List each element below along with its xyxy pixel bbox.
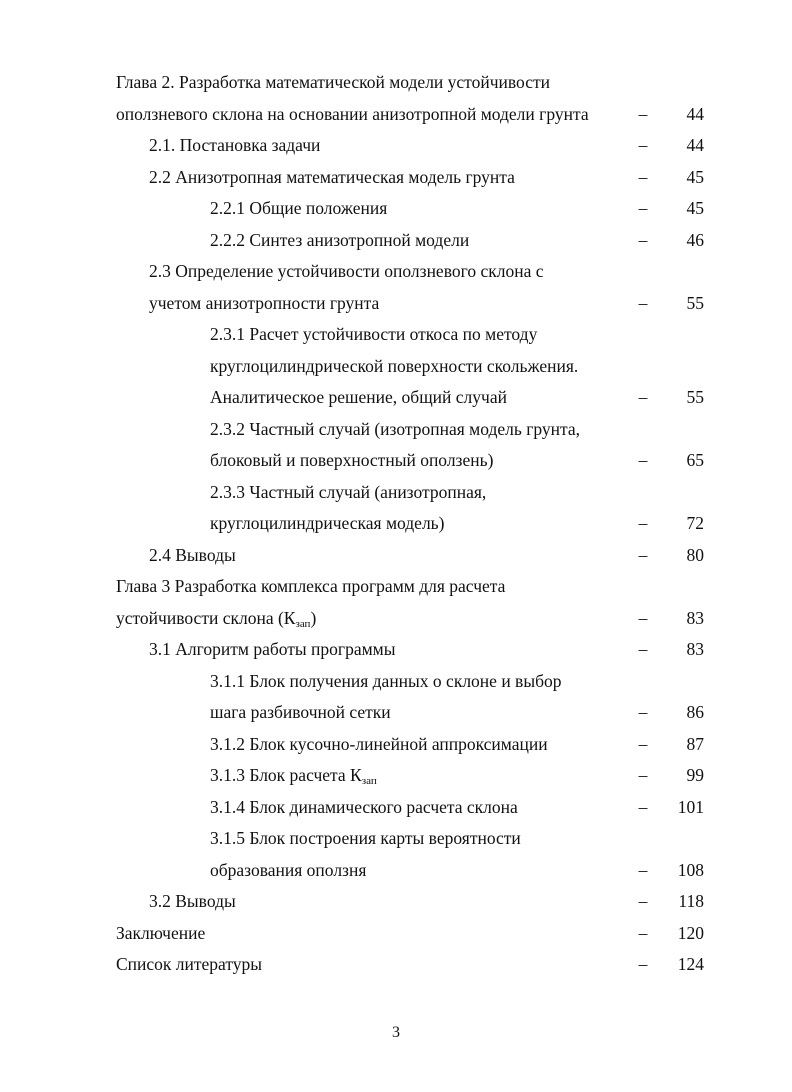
toc-dash: – [638, 544, 648, 565]
page-number: 3 [392, 1024, 400, 1041]
toc-entry-text: шага разбивочной сетки [210, 702, 391, 722]
toc-row [0, 130, 792, 162]
toc-row [0, 760, 792, 792]
toc-row [0, 445, 792, 477]
toc-entry-text: 2.2.1 Общие положения [210, 198, 388, 218]
toc-page-number: 65 [686, 450, 704, 470]
toc-row [0, 571, 792, 603]
toc-page-number: 45 [686, 166, 704, 187]
toc-dash: – [638, 859, 648, 880]
toc-page-number: 83 [686, 607, 704, 628]
toc-page-number: 55 [686, 292, 704, 313]
toc-row [0, 99, 792, 131]
table-of-contents [0, 67, 792, 981]
toc-page-number: 99 [686, 765, 704, 785]
toc-dash: – [638, 166, 648, 187]
toc-entry-text: круглоцилиндрической поверхности скольжения. [210, 355, 579, 376]
toc-row [0, 697, 792, 729]
toc-entry-text: Аналитическое решение, общий случай [210, 387, 507, 407]
toc-dash: – [638, 513, 648, 533]
toc-row [0, 823, 792, 855]
toc-dash: – [638, 607, 648, 628]
toc-entry-text: оползневого склона на основании анизотропной модели грунта [116, 103, 589, 124]
toc-dash: – [638, 702, 648, 722]
toc-row [0, 67, 792, 99]
toc-row [0, 886, 792, 918]
toc-page-number: 83 [686, 639, 704, 659]
toc-dash: – [638, 796, 648, 817]
toc-row [0, 634, 792, 666]
toc-row [0, 351, 792, 383]
toc-dash: – [638, 922, 648, 943]
toc-entry-text: блоковый и поверхностный оползень) [210, 450, 494, 470]
toc-row [0, 540, 792, 572]
toc-entry-text: 3.1 Алгоритм работы программы [149, 639, 396, 659]
toc-row [0, 225, 792, 257]
toc-row [0, 477, 792, 509]
toc-row [0, 603, 792, 635]
toc-row [0, 193, 792, 225]
toc-dash: – [638, 639, 648, 659]
toc-page-number: 118 [678, 891, 704, 911]
toc-page-number: 108 [677, 859, 704, 880]
toc-entry-text: 3.1.1 Блок получения данных о склоне и выбор [210, 670, 562, 691]
toc-entry-text: Глава 2. Разработка математической модели устойчивости [116, 72, 550, 92]
toc-row [0, 162, 792, 194]
toc-entry-suffix: ) [310, 607, 317, 628]
toc-page-number: 87 [686, 733, 704, 754]
toc-page-number: 72 [686, 513, 704, 533]
toc-page-number: 80 [686, 544, 704, 565]
toc-row [0, 288, 792, 320]
toc-dash: – [638, 103, 648, 124]
toc-entry-text [210, 760, 377, 792]
toc-page-number: 101 [677, 796, 704, 817]
toc-dash: – [638, 292, 648, 313]
toc-entry-text: 2.2.2 Синтез анизотропной модели [210, 229, 470, 250]
toc-entry-text: Глава 3 Разработка комплекса программ для расчета [116, 576, 506, 596]
toc-entry-subscript: зап [295, 617, 311, 630]
toc-entry-text: 2.4 Выводы [149, 544, 236, 565]
toc-entry-text: 3.1.2 Блок кусочно-линейной аппроксимации [210, 733, 548, 754]
toc-row [0, 319, 792, 351]
toc-entry-main: 3.1.3 Блок расчета К [210, 765, 362, 785]
toc-row [0, 414, 792, 446]
toc-row [0, 666, 792, 698]
toc-dash: – [638, 198, 648, 218]
toc-row [0, 949, 792, 981]
toc-entry-text: Заключение [116, 922, 206, 943]
toc-page-number: 46 [686, 229, 704, 250]
toc-entry-text: 3.1.5 Блок построения карты вероятности [210, 828, 521, 848]
toc-entry-text: 2.3.1 Расчет устойчивости откоса по методу [210, 324, 538, 344]
toc-dash: – [638, 450, 648, 470]
toc-dash: – [638, 891, 648, 911]
toc-page-number: 120 [677, 922, 704, 943]
toc-page-number: 86 [686, 702, 704, 722]
toc-entry-text: учетом анизотропности грунта [149, 292, 380, 313]
toc-row [0, 382, 792, 414]
toc-page-number: 45 [686, 198, 704, 218]
toc-entry-text: 2.3.3 Частный случай (анизотропная, [210, 481, 487, 502]
toc-entry-text: 3.1.4 Блок динамического расчета склона [210, 796, 518, 817]
toc-page-number: 124 [677, 954, 704, 974]
toc-row [0, 792, 792, 824]
toc-entry-text: Список литературы [116, 954, 263, 974]
toc-entry-text: образования оползня [210, 859, 367, 880]
toc-row [0, 729, 792, 761]
toc-page-number: 44 [686, 135, 704, 155]
toc-entry-text [116, 603, 316, 635]
toc-entry-text: 3.2 Выводы [149, 891, 236, 911]
toc-dash: – [638, 135, 648, 155]
toc-page-number: 44 [686, 103, 704, 124]
toc-entry-text: 2.3.2 Частный случай (изотропная модель грунта, [210, 418, 581, 439]
toc-dash: – [638, 733, 648, 754]
toc-entry-text: круглоцилиндрическая модель) [210, 513, 445, 533]
toc-row [0, 855, 792, 887]
toc-dash: – [638, 954, 648, 974]
toc-page-number: 55 [686, 387, 704, 407]
toc-dash: – [638, 387, 648, 407]
toc-entry-text: 2.3 Определение устойчивости оползневого склона с [149, 261, 544, 281]
toc-row [0, 918, 792, 950]
toc-entry-text: 2.2 Анизотропная математическая модель грунта [149, 166, 515, 187]
toc-dash: – [638, 229, 648, 250]
toc-row [0, 256, 792, 288]
toc-row [0, 508, 792, 540]
toc-entry-subscript: зап [361, 775, 377, 787]
toc-entry-text: 2.1. Постановка задачи [149, 135, 321, 155]
toc-dash: – [638, 765, 648, 785]
toc-entry-main: устойчивости склона (К [116, 607, 296, 628]
